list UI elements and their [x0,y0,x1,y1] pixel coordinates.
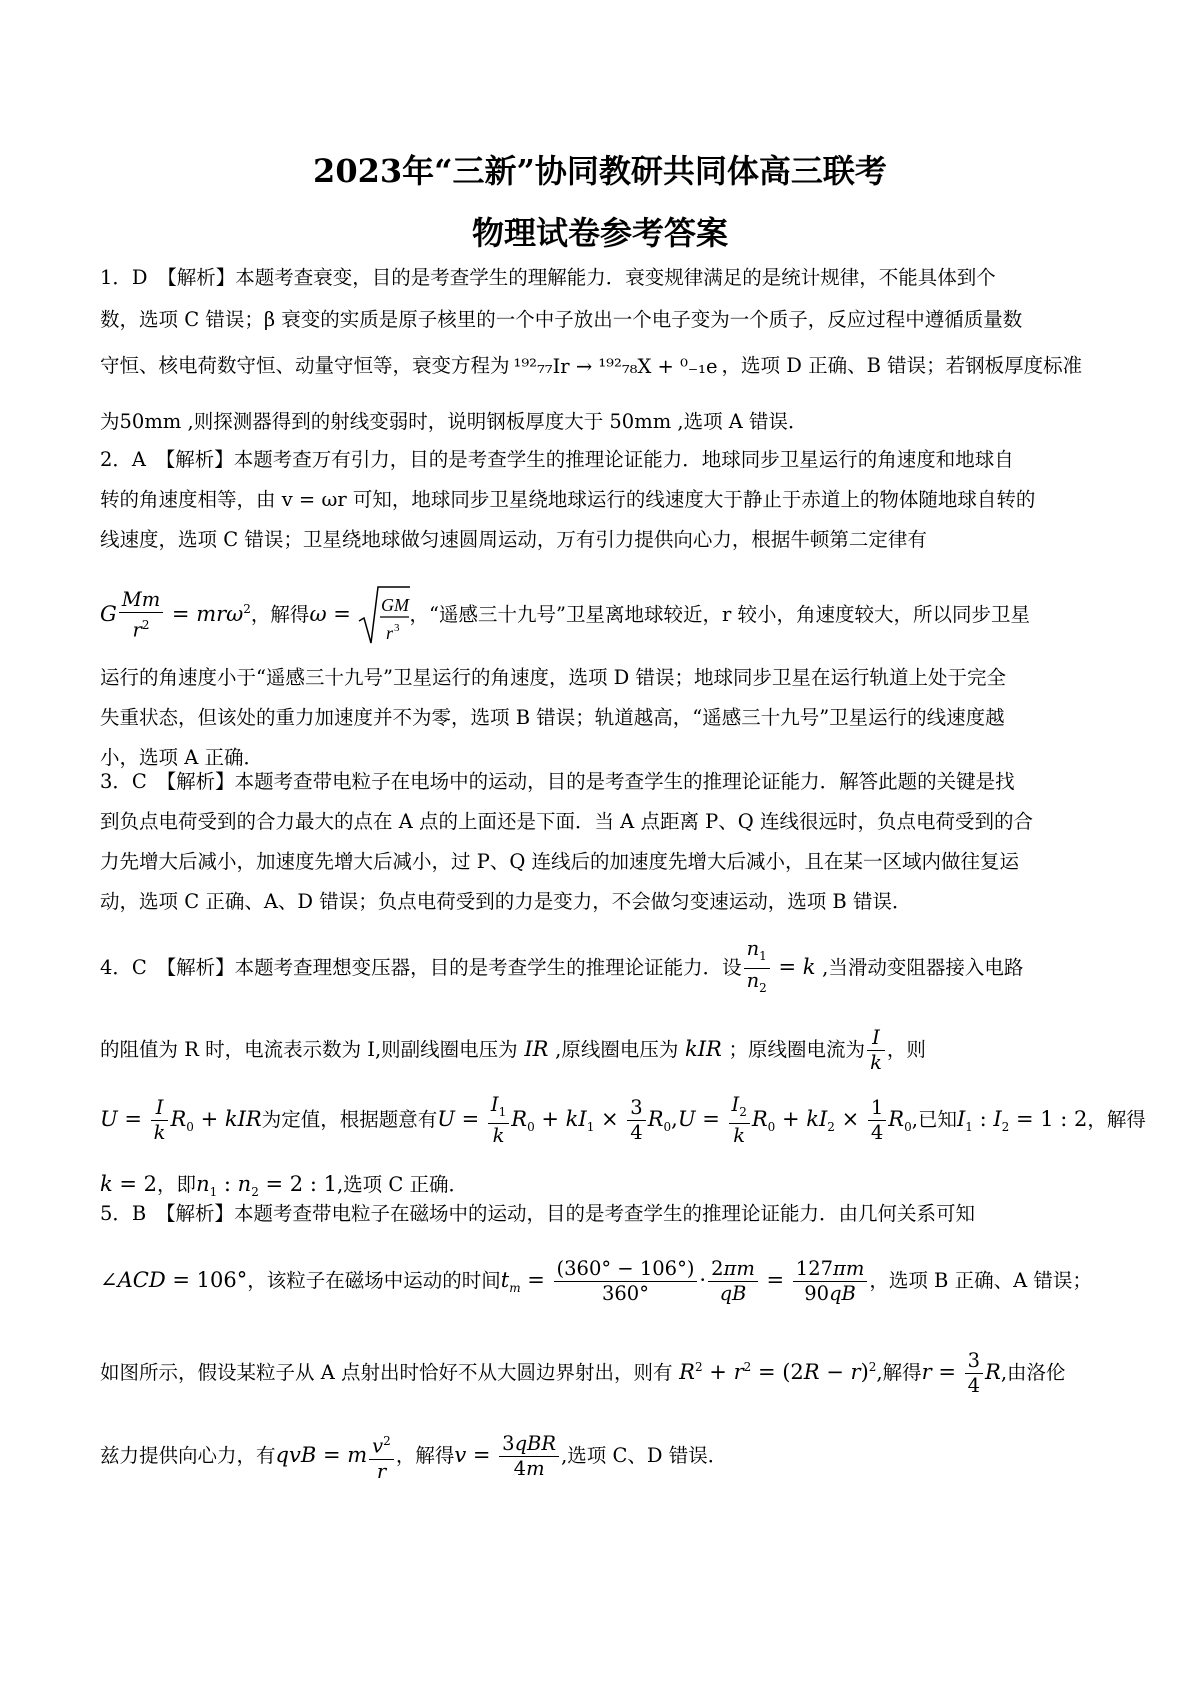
answer-5-line-3: 如图所示，假设某粒子从 A 点射出时恰好不从大圆边界射出，则有 $R^2 + r^2 = (2R - r)^2$,解得r = $\frac{3}{4}$ R,由洛伦 [100,1349,1066,1397]
sqrt-expression [358,581,410,651]
answer-4-line-4: k = 2，即$n_1$ : $n_2 = 2$ : 1,选项 C 正确． [100,1172,468,1200]
svg-text:GM: GM [380,595,409,615]
answer-4-text-k: ,选项 C 正确． [336,1173,468,1196]
answer-1-line-2: 数，选项 C 错误；β 衰变的实质是原子核里的一个中子放出一个电子变为一个质子，反应过程中遵循质量数 [100,308,1023,331]
exam-title: 2023年“三新”协同教研共同体高三联考 [313,152,887,190]
answer-5-line-2: ∠ACD = 106°，该粒子在磁场中运动的时间$t_m$ = $\frac{(360^\circ - 106^\circ)}{360^\circ}$ · $\frac{2\pi m}{qB}$ = $\frac{127\pi m}{90qB}$ ，选项 B 正确、A 错误； [100,1257,1092,1305]
answer-4-text-b: ,当滑动变阻器接入电路 [822,956,1024,979]
answer-2-line-7: 小，选项 A 正确． [100,746,263,769]
answer-2-line-2: 转的角速度相等，由 v = ωr 可知，地球同步卫星绕地球运行的线速度大于静止于赤道上的物体随地球自转的 [100,488,1036,511]
answer-3-line-3: 力先增大后减小，加速度先增大后减小，过 P、Q 连线后的加速度先增大后减小，且在某一区域内做往复运 [100,850,1020,873]
answer-4-text-c: 的阻值为 R 时，电流表示数为 I,则副线圈电压为 [100,1038,518,1061]
answer-2-line-4: G $\frac{Mm}{r^2}$ = mrω$^2$，解得ω = GM r 3 ，“遥感三十九号”卫星离地球较近，r 较小，角速度较大，所以同步卫星 [100,574,1030,644]
answer-5-text-h: ,选项 C、D 错误． [561,1444,728,1467]
answer-1-text-a: 守恒、核电荷数守恒、动量守恒等，衰变方程为 [100,354,510,377]
answer-5-line-1: 5．B 【解析】本题考查带电粒子在磁场中的运动，目的是考查学生的推理论证能力．由几何关系可知 [100,1202,975,1225]
answer-subtitle: 物理试卷参考答案 [471,214,728,252]
answer-4-line-3: U = $\frac{I}{k}$ $R_0$ + kIR为定值，根据题意有U = $\frac{I_1}{k}$ $R_0 + kI_1$ × $\frac{3}{4}$ $R_0,U$ = $\frac{I_2}{k}$ $R_0 + kI_2$ × $\frac{1}{4}$ $R_0$,已知$I_1$ : $I_2 = 1$ : 2，解得 [100,1092,1146,1148]
answer-4-line-1: 4．C 【解析】本题考查理想变压器，目的是考查学生的推理论证能力．设 $\frac{n_1}{n_2}$ = k ,当滑动变阻器接入电路 [100,937,1024,995]
answer-1-line-1: 1．D 【解析】本题考查衰变，目的是考查学生的理解能力．衰变规律满足的是统计规律，不能具体到个 [100,266,996,289]
answer-5-text-g: ，解得 [395,1444,455,1467]
answer-4-text-j: ，即 [157,1173,197,1196]
answer-5-text-f: 兹力提供向心力，有 [100,1444,276,1467]
decay-equation: ¹⁹²₇₇Ir → ¹⁹²₇₈X + ⁰₋₁e [513,354,718,378]
answer-3-line-1: 3．C 【解析】本题考查带电粒子在电场中的运动，目的是考查学生的推理论证能力．解答此题的关键是找 [100,770,1015,793]
answer-4-text-h: ,已知 [911,1108,957,1131]
svg-text:3: 3 [393,622,400,634]
answer-1-text-b: ，选项 D 正确、B 错误；若钢板厚度标准 [721,354,1083,377]
answer-5-text-b: ，选项 B 正确、A 错误； [869,1269,1092,1292]
answer-2-line-6: 失重状态，但该处的重力加速度并不为零，选项 B 错误；轨道越高，“遥感三十九号”卫星运行的线速度越 [100,706,1005,729]
answer-2-line-5: 运行的角速度小于“遥感三十九号”卫星运行的角速度，选项 D 错误；地球同步卫星在运行轨道上处于完全 [100,666,1006,689]
answer-2-text-b: ，“遥感三十九号”卫星离地球较近，r 较小，角速度较大，所以同步卫星 [409,603,1030,626]
answer-4-text-i: ，解得 [1087,1108,1146,1131]
answer-1-line-3 [100,350,1082,382]
answer-3-line-4: 动，选项 C 正确、A、D 错误；负点电荷受到的力是变力，不会做匀变速运动，选项 B 错误． [100,890,912,913]
answer-2-line-1: 2．A 【解析】本题考查万有引力，目的是考查学生的推理论证能力．地球同步卫星运行的角速度和地球自 [100,448,1014,471]
answer-5-text-e: ,由洛伦 [1000,1361,1066,1384]
answer-4-text-f: ，则 [886,1038,926,1061]
answer-5-line-4: 兹力提供向心力，有qvB = m $\frac{v^2}{r}$ ，解得v = $\frac{\text{3qBR}}{4m}$ ,选项 C、D 错误． [100,1420,727,1490]
answer-4-text-d: ,原线圈电压为 [555,1038,679,1061]
answer-3-line-2: 到负点电荷受到的合力最大的点在 A 点的上面还是下面．当 A 点距离 P、Q 连线很远时，负点电荷受到的合 [100,810,1033,833]
answer-4-text-e: ；原线圈电流为 [728,1038,866,1061]
answer-4-text-g: 为定值，根据题意有 [261,1108,438,1131]
answer-5-text-d: ,解得 [876,1361,922,1384]
answer-2-text-a: ，解得 [250,603,310,626]
gravity-fraction: $\frac{Mm}{r^2}$ [119,588,163,643]
answer-4-text-a: 4．C 【解析】本题考查理想变压器，目的是考查学生的推理论证能力．设 [100,956,742,979]
answer-2-line-3: 线速度，选项 C 错误；卫星绕地球做匀速圆周运动，万有引力提供向心力，根据牛顿第二定律有 [100,528,927,551]
answer-1-line-4: 为50mm ,则探测器得到的射线变弱时，说明钢板厚度大于 50mm ,选项 A 错误． [100,410,808,433]
answer-4-line-2: 的阻值为 R 时，电流表示数为 I,则副线圈电压为 IR ,原线圈电压为 kIR ；原线圈电流为 $\frac{I}{k}$ ，则 [100,1026,926,1074]
svg-text:r: r [385,623,393,643]
answer-5-text-c: 如图所示，假设某粒子从 A 点射出时恰好不从大圆边界射出，则有 [100,1361,673,1384]
answer-5-text-a: ，该粒子在磁场中运动的时间 [247,1269,501,1292]
